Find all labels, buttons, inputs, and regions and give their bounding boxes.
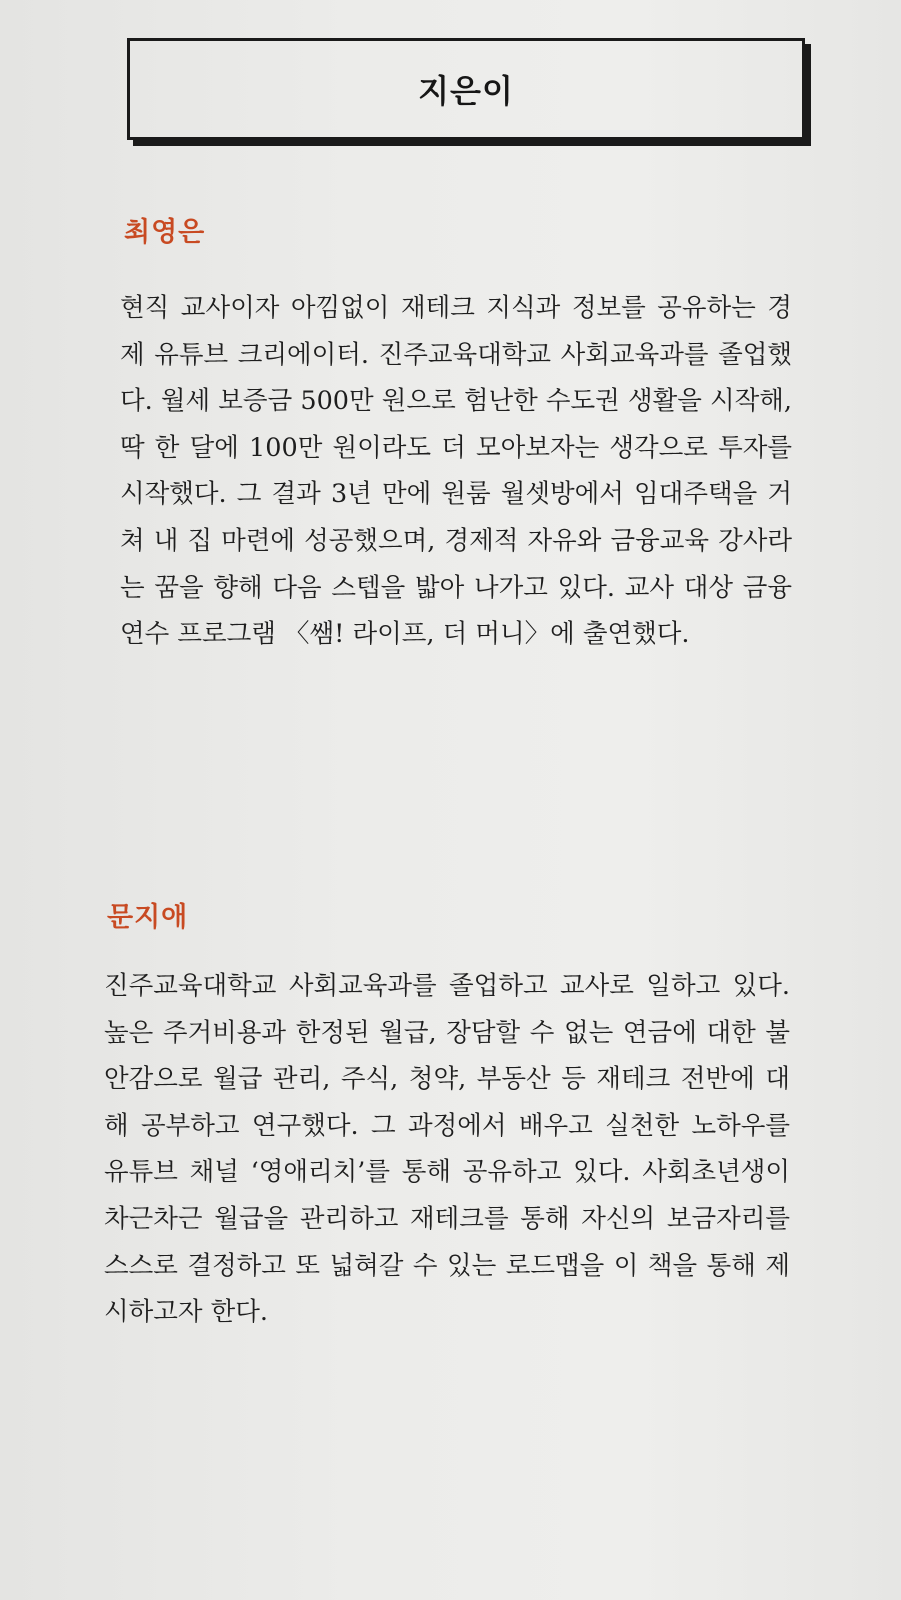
section-title: 지은이	[418, 72, 514, 110]
author-bio: 진주교육대학교 사회교육과를 졸업하고 교사로 일하고 있다. 높은 주거비용과 한정된 월급, 장담할 수 없는 연금에 대한 불안감으로 월급 관리, 주식, 청약, 부동산 등 재테크 전반에 대해 공부하고 연구했다. 그 과정에서 배우고 실천한 노하우를 유튜브 채널 ‘영애리치’를 통해 공유하고 있다. 사회초년생이 차근차근 월급을 관리하고 재테크를 통해 자신의 보금자리를 스스로 결정하고 또 넓혀갈 수 있는 로드맵을 이 책을 통해 제시하고자 한다.	[104, 971, 790, 1328]
section-title-box	[127, 38, 805, 140]
author-name: 최영은	[124, 217, 206, 248]
author-bio: 현직 교사이자 아낌없이 재테크 지식과 정보를 공유하는 경제 유튜브 크리에이터. 진주교육대학교 사회교육과를 졸업했다. 월세 보증금 500만 원으로 험난한 수도권 생활을 시작해, 딱 한 달에 100만 원이라도 더 모아보자는 생각으로 투자를 시작했다. 그 결과 3년 만에 원룸 월셋방에서 임대주택을 거쳐 내 집 마련에 성공했으며, 경제적 자유와 금융교육 강사라는 꿈을 향해 다음 스텝을 밟아 나가고 있다. 교사 대상 금융연수 프로그램 〈쌤! 라이프, 더 머니〉에 출연했다.	[120, 293, 792, 650]
author-name: 문지애	[107, 902, 189, 933]
